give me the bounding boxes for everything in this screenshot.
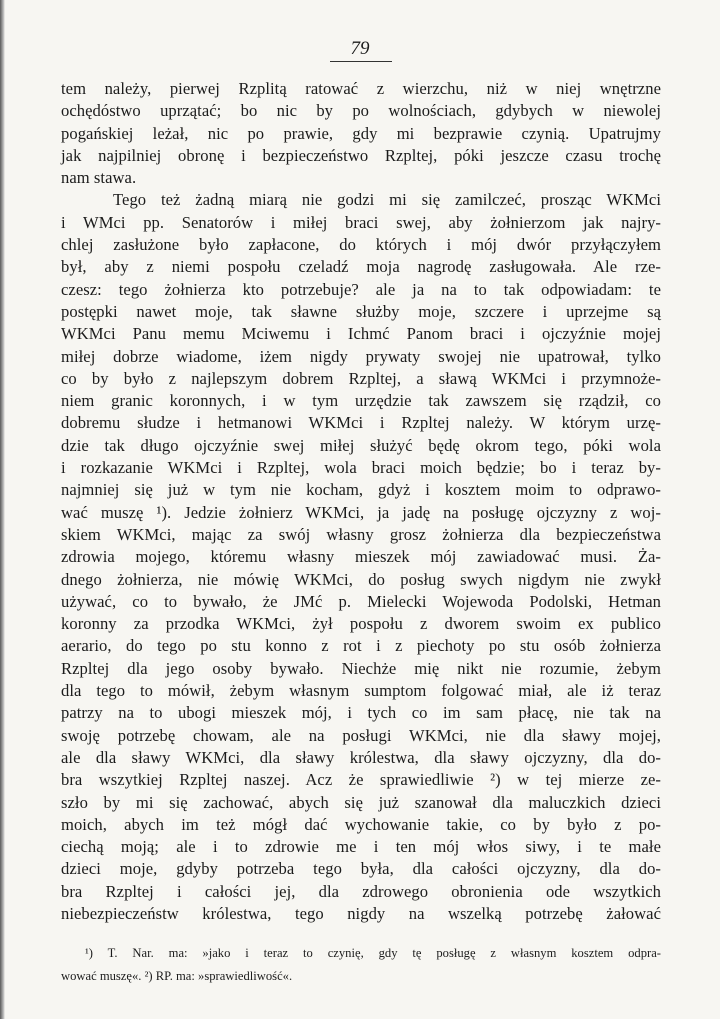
text-line: był, aby z niemi pospołu czeladź moja nagrodę zasługowała. Ale rze- — [61, 257, 661, 277]
text-line: dnego żołnierza, nie mówię WKMci, do posług swych nigdym nie zwykł — [61, 569, 661, 589]
text-line: pogańskiej leżał, nic po prawie, gdy mi bezprawie czynią. Upatrujmy — [61, 123, 661, 143]
text-line: koronny za przodka WKMci, żył pospołu z dworem swoim ex publico — [61, 614, 661, 634]
text-line: najmniej się już w tym nie kocham, gdyż i kosztem moim to odprawo- — [61, 480, 661, 500]
text-line: i WMci pp. Senatorów i miłej braci swej, aby żołnierzom jak najry- — [61, 212, 661, 232]
text-line: tem należy, pierwej Rzplitą ratować z wierzchu, niż w niej wnętrzne — [61, 79, 661, 98]
text-line: czesz: tego żołnierza kto potrzebuje? ale ja na to tak odpowiadam: te — [61, 279, 661, 299]
paragraph — [61, 189, 661, 925]
text-line: zdrowia mojego, któremu własny mieszek mój zawiadować musi. Ża- — [61, 547, 661, 567]
text-line: ochędóstwo uprzątać; bo nic by po wolnościach, gdybych w niewolej — [61, 101, 661, 121]
text-line: patrzy na to ubogi mieszek mój, i tych co im sam płacę, nie tak na — [61, 703, 661, 723]
footnote-line: ¹) T. Nar. ma: »jako i teraz to czynię, gdy tę posługę z własnym kosztem odpra- — [85, 946, 661, 960]
text-line: bra Rzpltej i całości jej, dla zdrowego obronienia ode wszytkich — [61, 881, 661, 901]
text-line: niebezpieczeństw królestwa, tego nigdy na wszelką potrzebę żałować — [61, 903, 661, 923]
body-text — [61, 78, 661, 925]
text-line: WKMci Panu memu Mciwemu i Ichmć Panom braci i ojczyźnie mojej — [61, 324, 661, 344]
text-line: dzie tak długo ojczyźnie swej miłej służyć będę okrom tego, póki wola — [61, 435, 661, 455]
text-line: niem granic koronnych, i w tym urzędzie tak zawszem się rządził, co — [61, 391, 661, 411]
text-line: dzieci moje, gdyby potrzeba tego była, dla całości ojczyzny, dla do- — [61, 859, 661, 879]
text-line: swoję potrzebę chowam, ale na posługi WKMci, nie dla sławy mojej, — [61, 725, 661, 745]
text-line: miłej dobrze wiadome, iżem nigdy prywaty swojej nie upatrował, tylko — [61, 346, 661, 366]
text-line: dobremu słudze i hetmanowi WKMci i Rzpltej należy. W którym urzę- — [61, 413, 661, 433]
text-line: bra wszytkiej Rzpltej naszej. Acz że sprawiedliwie ²) w tej mierze ze- — [61, 770, 661, 790]
text-line: chlej zasłużone było zapłacone, do których i mój dwór przyłączyłem — [61, 235, 661, 255]
text-line: skiem WKMci, mając za swój własny grosz żołnierza dla bezpieczeństwa — [61, 524, 661, 544]
scan-edge — [0, 0, 5, 1019]
page-number-rule — [330, 61, 392, 62]
text-line: postępki nawet moje, tak sławne służby moje, szczere i uprzejme są — [61, 301, 661, 321]
text-line: nam stawa. — [61, 168, 137, 188]
text-line: używać, co to bywało, że JMć p. Mielecki Wojewoda Podolski, Hetman — [61, 591, 661, 611]
footnote-line: wować muszę«. ²) RP. ma: »sprawiedliwość«. — [61, 969, 293, 983]
paragraph — [61, 78, 661, 189]
text-line: wać muszę ¹). Jedzie żołnierz WKMci, ja jadę na posługę ojczyzny z woj- — [61, 502, 661, 522]
text-line: co by było z najlepszym dobrem Rzpltej, a sławą WKMci i przymnoże- — [61, 368, 661, 388]
text-line: ale dla sławy WKMci, dla sławy królestwa, dla sławy ojczyzny, dla do- — [61, 747, 661, 767]
text-line: dla tego to mówił, żebym własnym sumptom folgować miał, ale iż teraz — [61, 681, 661, 701]
text-line: moich, abych im też mógł dać wychowanie takie, co by było z po- — [61, 814, 661, 834]
text-line: jak najpilniej obronę i bezpieczeństwo Rzpltej, póki jeszcze czasu trochę — [61, 145, 661, 165]
text-line: aerario, do tego po stu konno z rot i z piechoty po stu osób żołnierza — [61, 636, 661, 656]
text-line: i rozkazanie WKMci i Rzpltej, wola braci moich będzie; bo i teraz by- — [61, 458, 661, 478]
footnotes — [61, 942, 661, 988]
text-line: Tego też żadną miarą nie godzi mi się zamilczeć, prosząc WKMci — [113, 190, 661, 210]
text-line: szło by mi się zachować, abych się już szanował dla maluczkich dzieci — [61, 792, 661, 812]
page-number: 79 — [350, 38, 370, 59]
text-line: ciechą moją; ale i to zdrowie me i ten mój włos siwy, i te małe — [61, 837, 661, 857]
text-line: Rzpltej dla jego osoby bywało. Niechże mię nikt nie rozumie, żebym — [61, 658, 661, 678]
